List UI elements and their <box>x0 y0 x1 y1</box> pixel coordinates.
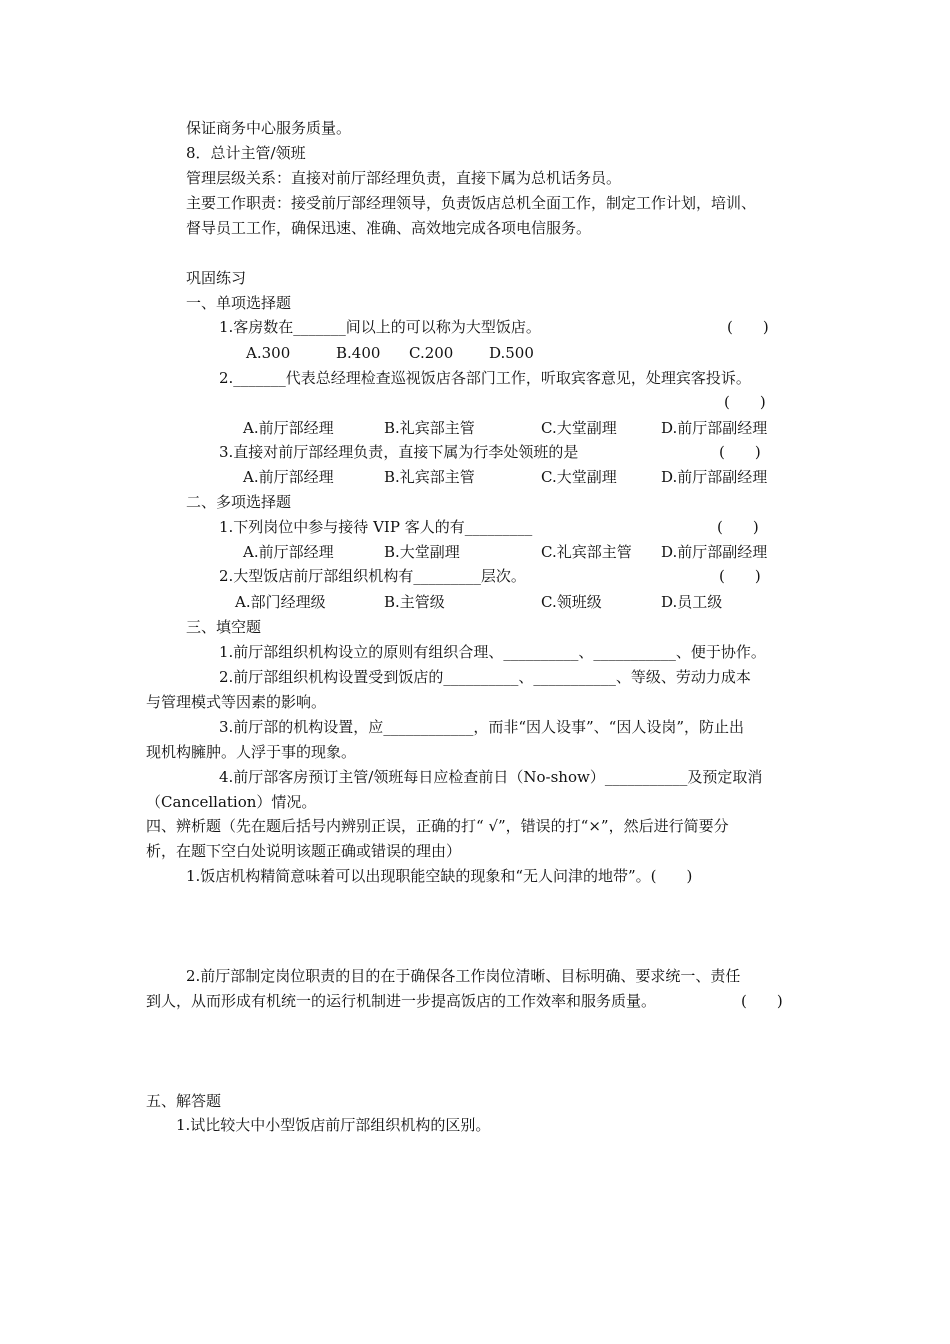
part5-heading: 五、解答题 <box>146 1092 222 1110</box>
part3-q4-text-line2: （Cancellation）情况。 <box>146 793 317 811</box>
part3-heading: 三、填空题 <box>186 618 262 636</box>
part3-q1-text: 1.前厅部组织机构设立的原则有组织合理、__________、___________、便于协作。 <box>219 643 766 661</box>
intro-line-2: 8．总计主管/领班 <box>186 144 306 162</box>
part3-q2-text-line2: 与管理模式等因素的影响。 <box>146 693 327 711</box>
part3-q3-text-line1: 3.前厅部的机构设置，应____________，而非“因人设事”、“因人设岗”，防止出 <box>219 718 744 736</box>
part1-q1-option-b: B.400 <box>336 344 381 362</box>
part5-q1-text: 1.试比较大中小型饭店前厅部组织机构的区别。 <box>176 1116 491 1134</box>
part4-q2-text-line2: 到人，从而形成有机统一的运行机制进一步提高饭店的工作效率和服务质量。 <box>146 992 657 1010</box>
part1-q2-text: 2._______代表总经理检查巡视饭店各部门工作，听取宾客意见，处理宾客投诉。 <box>219 369 751 387</box>
part4-q2-text-line1: 2.前厅部制定岗位职责的目的在于确保各工作岗位清晰、目标明确、要求统一、责任 <box>186 967 741 985</box>
part4-heading-line2: 析，在题下空白处说明该题正确或错误的理由） <box>146 842 462 860</box>
part2-q2-option-c: C.领班级 <box>541 593 602 611</box>
part2-q2-answer-paren: ( ) <box>719 567 761 585</box>
part1-heading: 一、单项选择题 <box>186 294 292 312</box>
part1-q1-text: 1.客房数在_______间以上的可以称为大型饭店。 <box>219 318 541 336</box>
part1-q2-option-c: C.大堂副理 <box>541 419 617 437</box>
part4-heading-line1: 四、辨析题（先在题后括号内辨别正误，正确的打“ √”，错误的打“×”，然后进行简要分 <box>146 817 729 835</box>
part3-q2-text-line1: 2.前厅部组织机构设置受到饭店的__________、___________、等级、劳动力成本 <box>219 668 751 686</box>
intro-line-3: 管理层级关系：直接对前厅部经理负责，直接下属为总机话务员。 <box>186 169 622 187</box>
part1-q3-option-c: C.大堂副理 <box>541 468 617 486</box>
part2-q1-answer-paren: ( ) <box>717 518 759 536</box>
part3-q3-text-line2: 现机构臃肿。人浮于事的现象。 <box>146 743 357 761</box>
part2-q2-option-a: A.部门经理级 <box>235 593 326 611</box>
part1-q3-text: 3.直接对前厅部经理负责，直接下属为行李处领班的是 <box>219 443 579 461</box>
part1-q2-answer-paren: ( ) <box>724 393 766 411</box>
part1-q2-option-d: D.前厅部副经理 <box>661 419 768 437</box>
part4-q1-text: 1.饭店机构精简意味着可以出现职能空缺的现象和“无人问津的地带”。( ) <box>186 867 693 885</box>
part1-q1-option-d: D.500 <box>489 344 534 362</box>
part1-q1-option-a: A.300 <box>246 344 291 362</box>
part1-q3-option-a: A.前厅部经理 <box>243 468 334 486</box>
part1-q2-option-b: B.礼宾部主管 <box>384 419 475 437</box>
section-title: 巩固练习 <box>186 269 247 287</box>
part1-q3-answer-paren: ( ) <box>719 443 761 461</box>
part4-q2-answer-paren: ( ) <box>741 992 783 1010</box>
part1-q3-option-b: B.礼宾部主管 <box>384 468 475 486</box>
part2-q1-option-a: A.前厅部经理 <box>243 543 334 561</box>
part2-q1-option-d: D.前厅部副经理 <box>661 543 768 561</box>
part2-q2-option-b: B.主管级 <box>384 593 445 611</box>
part1-q2-option-a: A.前厅部经理 <box>243 419 334 437</box>
part2-q1-text: 1.下列岗位中参与接待 VIP 客人的有_________ <box>219 518 533 536</box>
part1-q1-option-c: C.200 <box>409 344 454 362</box>
part2-q1-option-b: B.大堂副理 <box>384 543 460 561</box>
part2-q2-option-d: D.员工级 <box>661 593 723 611</box>
part2-heading: 二、多项选择题 <box>186 493 292 511</box>
intro-line-4: 主要工作职责：接受前厅部经理领导，负责饭店总机全面工作，制定工作计划，培训、 <box>186 194 757 212</box>
part1-q1-answer-paren: ( ) <box>727 318 769 336</box>
part3-q4-text-line1: 4.前厅部客房预订主管/领班每日应检查前日（No-show）___________及预定取消 <box>219 768 763 786</box>
part2-q1-option-c: C.礼宾部主管 <box>541 543 632 561</box>
intro-line-1: 保证商务中心服务质量。 <box>186 119 352 137</box>
intro-line-5: 督导员工工作，确保迅速、准确、高效地完成各项电信服务。 <box>186 219 592 237</box>
part1-q3-option-d: D.前厅部副经理 <box>661 468 768 486</box>
part2-q2-text: 2.大型饭店前厅部组织机构有_________层次。 <box>219 567 526 585</box>
